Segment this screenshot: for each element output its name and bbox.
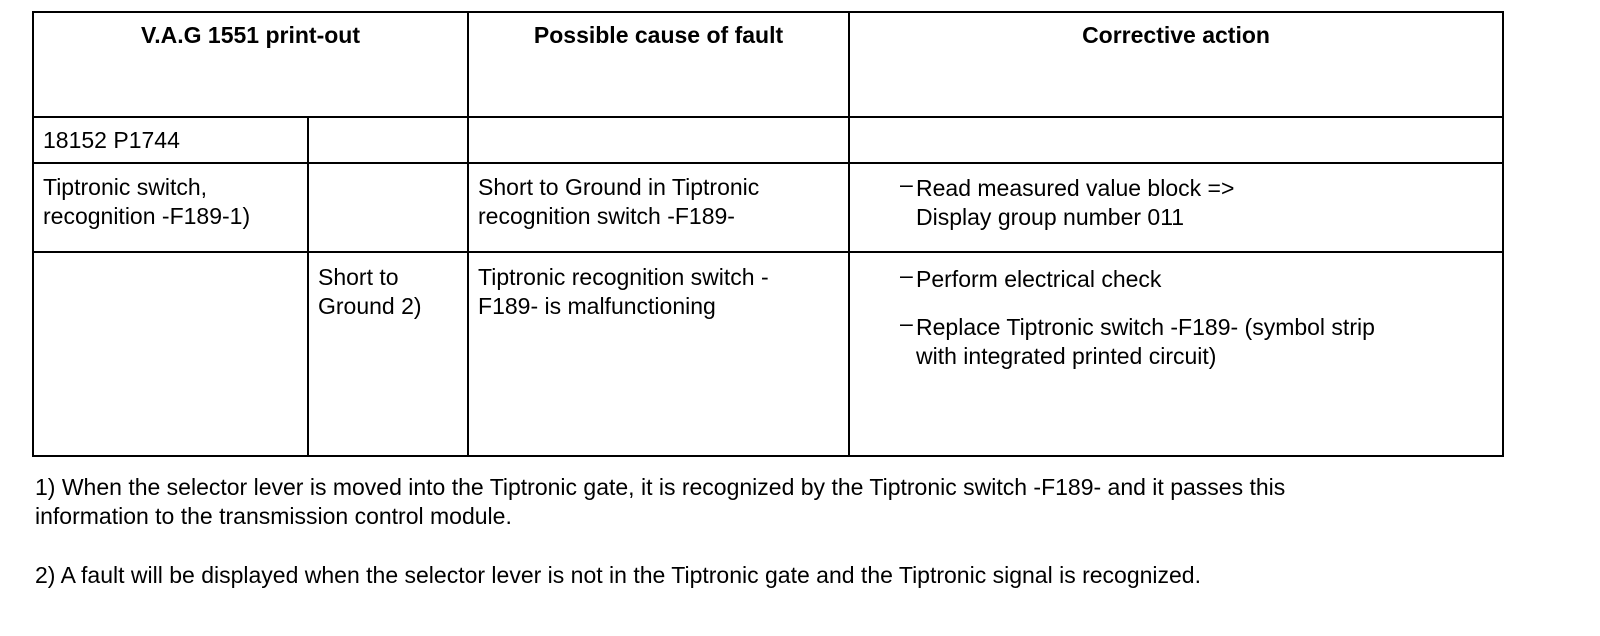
short-to-ground-row bbox=[33, 252, 1503, 456]
component-row bbox=[33, 163, 1503, 252]
action-item bbox=[900, 262, 1494, 294]
action-line: Perform electrical check bbox=[916, 266, 1162, 292]
dash-bullet: – bbox=[900, 171, 913, 197]
cause-line: F189- is malfunctioning bbox=[478, 293, 716, 319]
action-cell bbox=[849, 163, 1503, 252]
component-cell bbox=[33, 163, 308, 252]
fault-table bbox=[32, 11, 1504, 457]
footnote-2 bbox=[35, 561, 1535, 590]
fault-code-cell bbox=[33, 117, 308, 163]
fault-code-row bbox=[33, 117, 1503, 163]
footnote-1 bbox=[35, 473, 1535, 531]
component-name bbox=[34, 164, 307, 231]
cause-text bbox=[469, 164, 848, 231]
fault-type bbox=[309, 253, 467, 321]
action-line: Read measured value block => bbox=[916, 175, 1235, 201]
action-list bbox=[850, 253, 1502, 371]
action-line: Display group number 011 bbox=[916, 204, 1185, 230]
dash-bullet: – bbox=[900, 262, 913, 288]
component-line: recognition -F189-1) bbox=[43, 203, 251, 229]
cause-text bbox=[469, 253, 848, 321]
header-cause: Possible cause of fault bbox=[468, 12, 849, 117]
fault-type-line: Short to bbox=[318, 264, 399, 290]
cause-cell bbox=[468, 252, 849, 456]
empty-cell bbox=[849, 117, 1503, 163]
cause-cell bbox=[468, 163, 849, 252]
fault-code: 18152 P1744 bbox=[43, 127, 180, 153]
action-line: with integrated printed circuit) bbox=[916, 343, 1217, 369]
footnote-line: 2) A fault will be displayed when the selector lever is not in the Tiptronic gate and the Tiptronic signal is recognized. bbox=[35, 562, 1201, 588]
cause-line: Short to Ground in Tiptronic bbox=[478, 174, 760, 200]
fault-type-line: Ground 2) bbox=[318, 293, 422, 319]
dash-bullet: – bbox=[900, 310, 913, 336]
empty-cell bbox=[33, 252, 308, 456]
cause-line: Tiptronic recognition switch - bbox=[478, 264, 769, 290]
action-item bbox=[900, 171, 1494, 232]
action-line: Replace Tiptronic switch -F189- (symbol strip bbox=[916, 314, 1375, 340]
footnotes bbox=[35, 473, 1535, 620]
footnote-line: 1) When the selector lever is moved into the Tiptronic gate, it is recognized by the Tiptronic switch -F189- and it passes this bbox=[35, 474, 1286, 500]
fault-type-cell bbox=[308, 252, 468, 456]
cause-line: recognition switch -F189- bbox=[478, 203, 735, 229]
action-list bbox=[850, 164, 1502, 232]
component-line: Tiptronic switch, bbox=[43, 174, 208, 200]
empty-cell bbox=[468, 117, 849, 163]
action-item bbox=[900, 310, 1494, 371]
empty-cell bbox=[308, 117, 468, 163]
header-row bbox=[33, 12, 1503, 117]
empty-cell bbox=[308, 163, 468, 252]
header-printout: V.A.G 1551 print-out bbox=[33, 12, 468, 117]
footnote-line: information to the transmission control module. bbox=[35, 503, 512, 529]
action-cell bbox=[849, 252, 1503, 456]
header-action: Corrective action bbox=[849, 12, 1503, 117]
